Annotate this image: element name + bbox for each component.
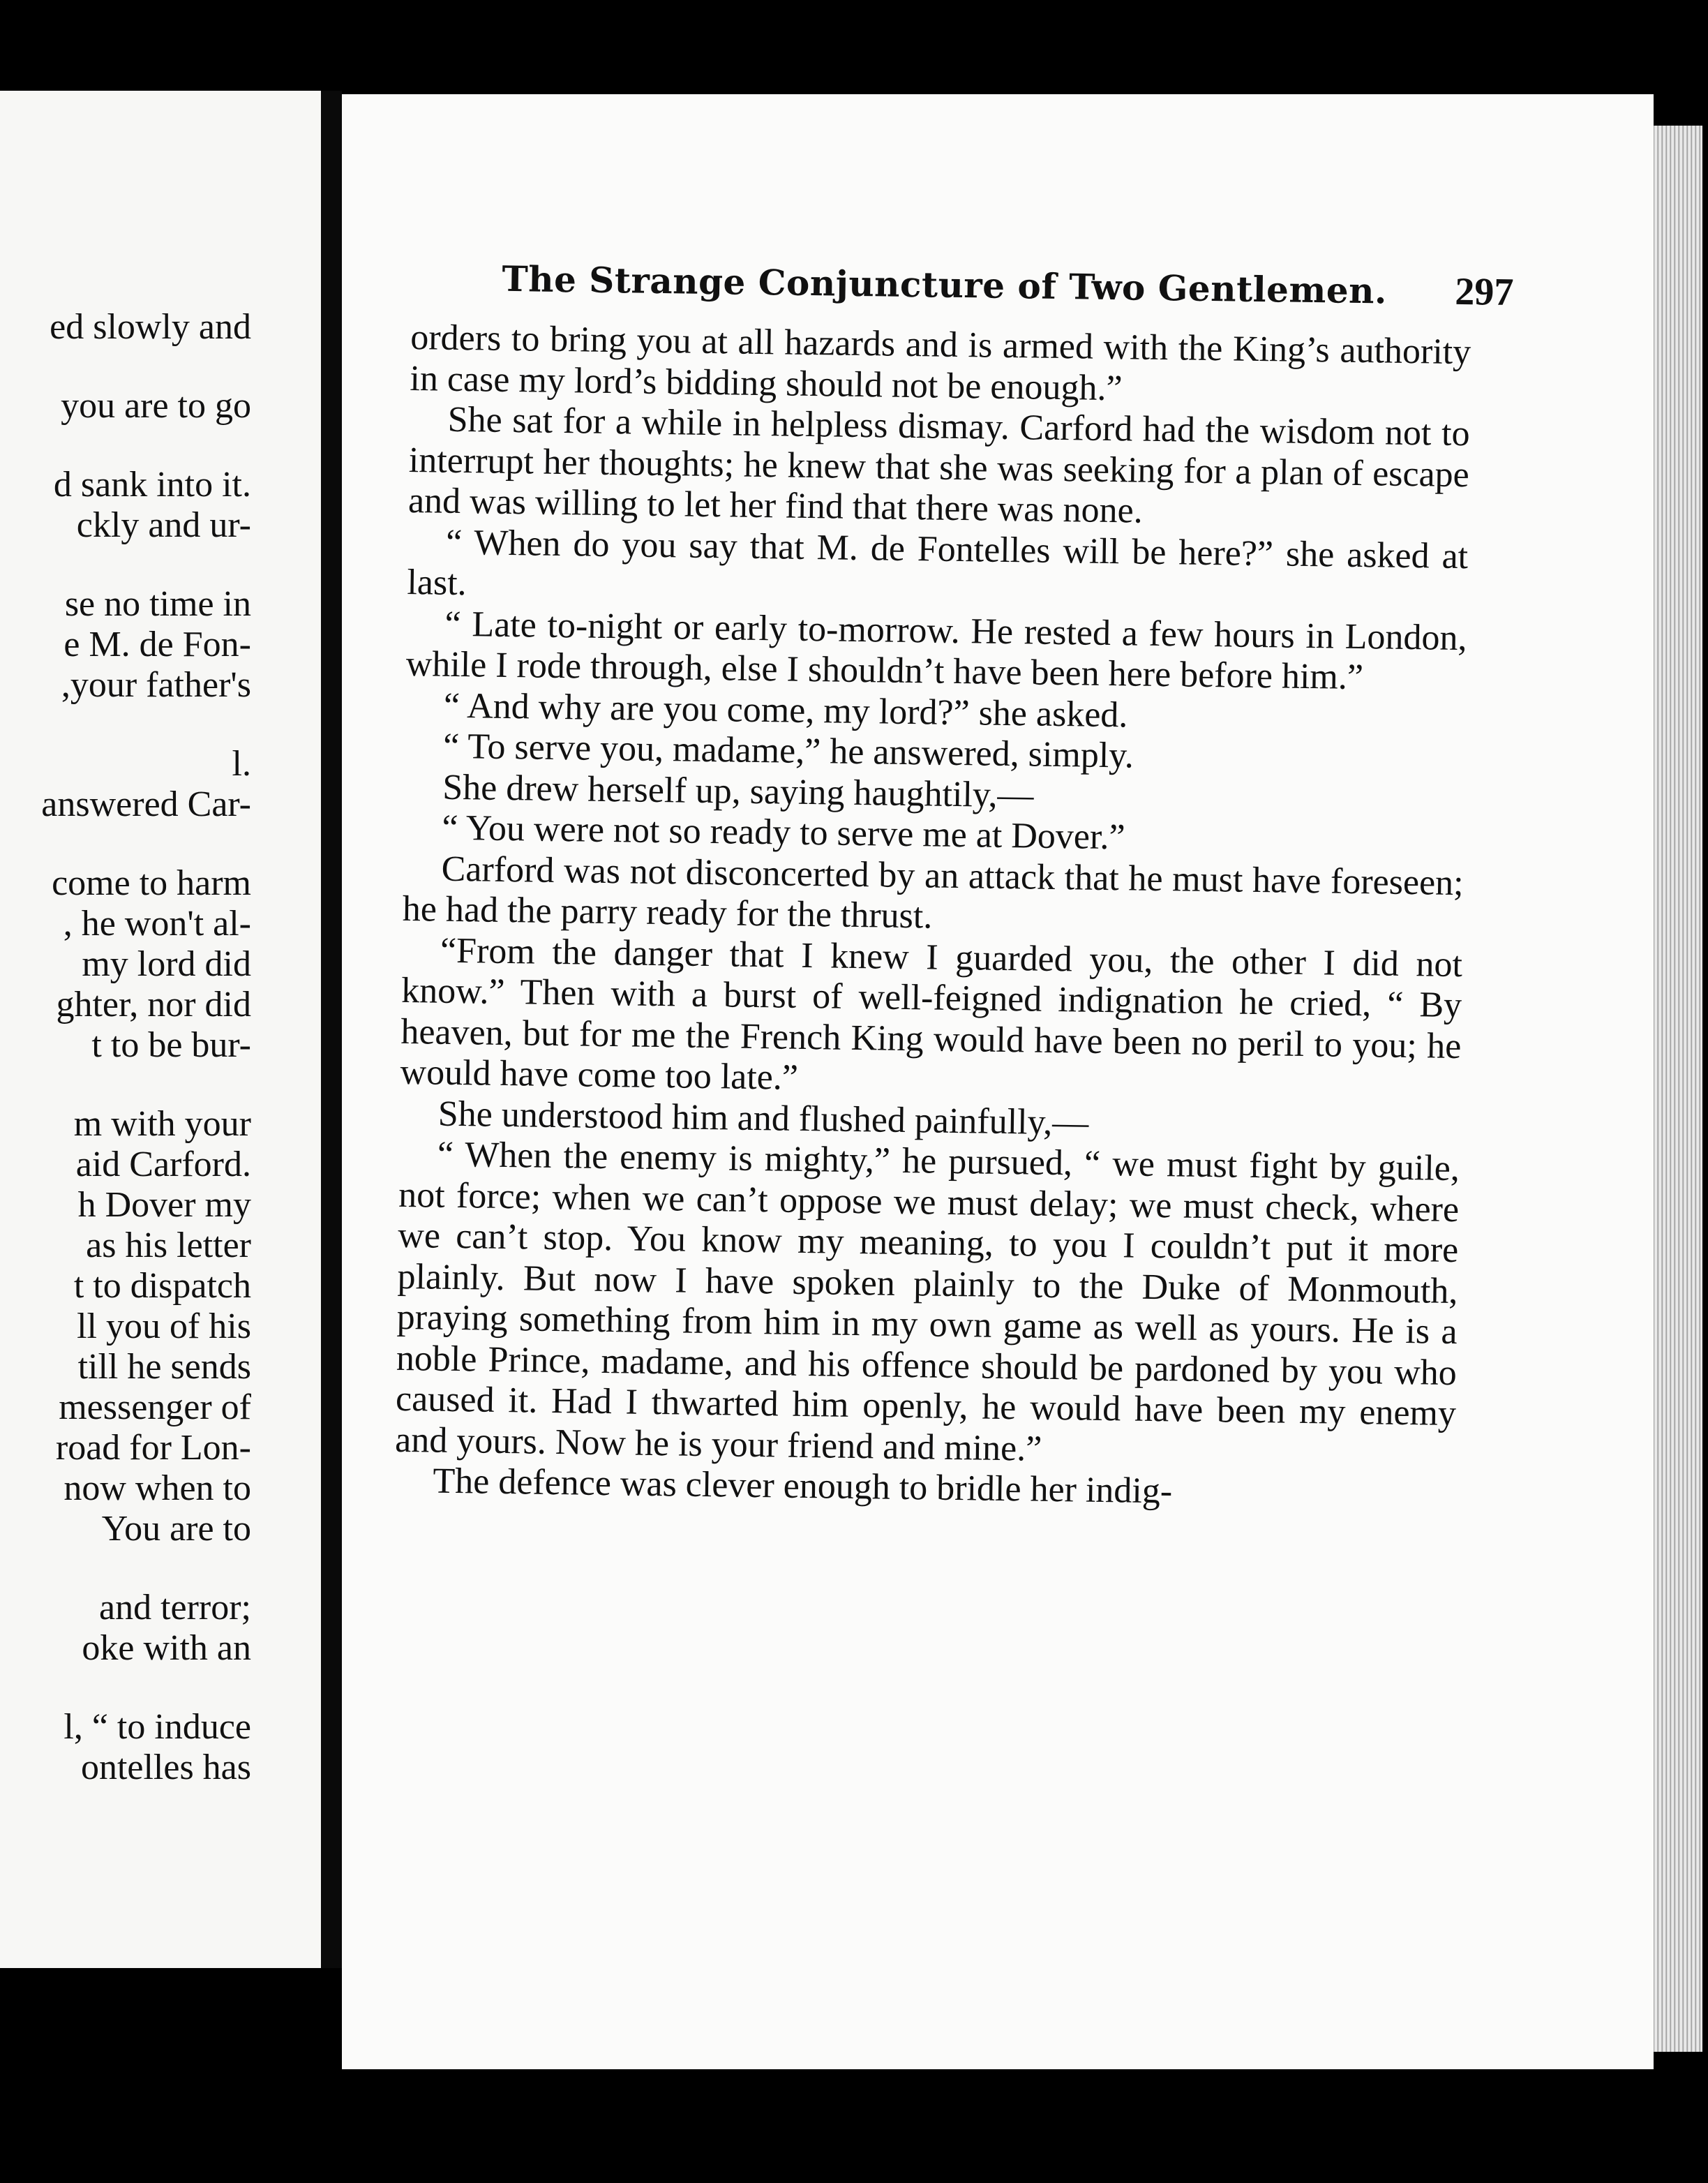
left-line: aid Carford. [75, 1145, 251, 1184]
left-line: oke with an [82, 1628, 251, 1668]
paragraph: Carford was not disconcerted by an attack that he must have foreseen; he had the parry ready for the thrust. [402, 849, 1464, 937]
left-line: road for Lon- [55, 1428, 251, 1468]
left-line: t to dispatch [73, 1266, 251, 1306]
right-page [342, 94, 1654, 2069]
left-line: messenger of [59, 1387, 251, 1427]
left-page-text [0, 307, 251, 1788]
paragraph: She understood him and flushed painfully,— [437, 1094, 1089, 1143]
body-text [394, 318, 1471, 1517]
left-line: d sank into it. [53, 465, 251, 505]
left-line: , he won't al- [63, 904, 251, 944]
left-line: you are to go [61, 386, 251, 426]
paragraph: “ When the enemy is mighty,” he pursued, “ we must fight by guile, not force; when we can’t oppose we must delay; we must check, where we can’t stop. You know my meaning, to you I couldn’t put it more plainly. But now I have spoken plainly to the Duke of Monmouth, praying something from him in my own game as well as yours. He is a noble Prince, madame, and his offence should be pardoned by you who caused it. Had I thwarted him openly, he would have been my enemy and yours. Now he is your friend and mine.” [394, 1134, 1460, 1469]
left-line: ll you of his [77, 1306, 251, 1346]
left-line: l, “ to induce [63, 1707, 251, 1747]
paragraph: “ Late to-night or early to-morrow. He rested a few hours in London, while I rode through, else I shouldn’t have been here before him.” [405, 604, 1467, 698]
left-line: You are to [101, 1509, 251, 1549]
book-gutter [321, 91, 342, 1968]
left-line: m with your [73, 1104, 251, 1144]
paragraph: “ And why are you come, my lord?” she asked. [443, 685, 1128, 735]
left-line: as his letter [86, 1225, 251, 1265]
left-line: my lord did [82, 944, 251, 984]
left-line: till he sends [77, 1347, 251, 1387]
left-line: ed slowly and [50, 307, 251, 347]
left-line: h Dover my [77, 1185, 251, 1225]
page-number: 297 [1454, 269, 1514, 315]
right-page-text-block [394, 255, 1514, 1517]
paragraph: She drew herself up, saying haughtily,— [442, 767, 1034, 816]
left-line: now when to [63, 1468, 251, 1508]
running-head: The Strange Conjuncture of Two Gentlemen. [502, 258, 1388, 312]
left-line: and terror; [98, 1588, 251, 1627]
left-page [0, 91, 321, 1968]
left-line: ,your father's [61, 665, 251, 705]
paragraph: “ To serve you, madame,” he answered, simply. [442, 726, 1134, 776]
left-line: l. [232, 744, 251, 784]
left-line: ontelles has [80, 1748, 251, 1787]
left-line: come to harm [52, 863, 251, 903]
paragraph: “ You were not so ready to serve me at Dover.” [442, 807, 1125, 858]
paragraph: “ When do you say that M. de Fontelles will be here?” she asked at last. [407, 522, 1469, 604]
paragraph: She sat for a while in helpless dismay. Carford had the wisdom not to interrupt her thoughts; he knew that she was seeking for a plan of escape and was willing to let her find that there was none. [407, 399, 1470, 531]
left-line: ckly and ur- [76, 505, 251, 545]
paragraph: The defence was clever enough to bridle her indig- [433, 1461, 1173, 1512]
left-line: answered Car- [41, 784, 251, 824]
left-line: t to be bur- [91, 1025, 251, 1065]
left-line: se no time in [64, 584, 251, 624]
paragraph: “From the danger that I knew I guarded you, the other I did not know.” Then with a burst of well-feigned indignation he cried, “ By heaven, but for me the French King would have been no peril to you; he would have come too late.” [400, 930, 1463, 1098]
left-line: ghter, nor did [56, 985, 251, 1025]
left-line: e M. de Fon- [63, 625, 251, 664]
paragraph: orders to bring you at all hazards and is armed with the King’s authority in case my lord’s bidding should not be enough.” [410, 317, 1471, 408]
